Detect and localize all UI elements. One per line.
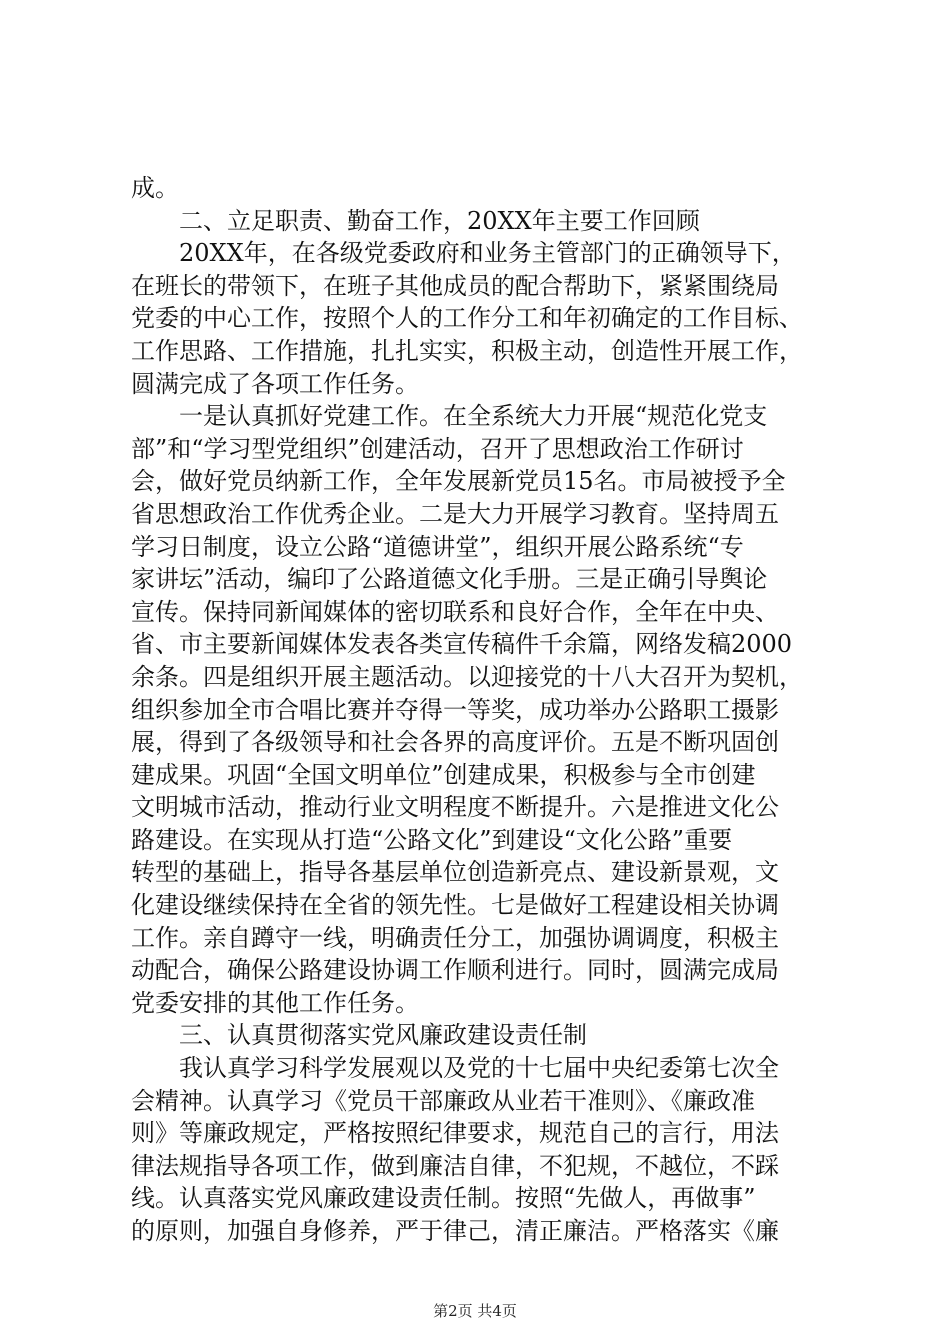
text-line: 路建设。在实现从打造“公路文化”到建设“文化公路”重要 [131, 825, 733, 854]
text-line: 20XX年，在各级党委政府和业务主管部门的正确领导下， [179, 239, 796, 268]
text-line: 工作思路、工作措施，扎扎实实，积极主动，创造性开展工作， [131, 336, 803, 365]
text-line: 一是认真抓好党建工作。在全系统大力开展“规范化党支 [179, 402, 768, 431]
text-line: 党委安排的其他工作任务。 [131, 988, 419, 1017]
text-line: 学习日制度，设立公路“道德讲堂”，组织开展公路系统“专 [131, 532, 744, 561]
text-line: 文明城市活动，推动行业文明程度不断提升。六是推进文化公 [131, 793, 779, 822]
text-line: 动配合，确保公路建设协调工作顺利进行。同时，圆满完成局 [131, 956, 779, 985]
document-body [131, 172, 821, 1248]
text-line: 工作。亲自蹲守一线，明确责任分工，加强协调调度，积极主 [131, 923, 779, 952]
text-line: 会，做好党员纳新工作，全年发展新党员15名。市局被授予全 [131, 467, 786, 496]
text-line: 省思想政治工作优秀企业。二是大力开展学习教育。坚持周五 [131, 499, 779, 528]
text-line: 组织参加全市合唱比赛并夺得一等奖，成功举办公路职工摄影 [131, 695, 779, 724]
text-line: 部”和“学习型党组织”创建活动，召开了思想政治工作研讨 [131, 434, 744, 463]
text-line: 党委的中心工作，按照个人的工作分工和年初确定的工作目标、 [131, 304, 803, 333]
page-number-footer: 第2页 共4页 [433, 1302, 517, 1320]
text-line: 建成果。巩固“全国文明单位”创建成果，积极参与全市创建 [131, 760, 756, 789]
text-line: 的原则，加强自身修养，严于律己，清正廉洁。严格落实《廉 [131, 1217, 779, 1245]
text-line: 宣传。保持同新闻媒体的密切联系和良好合作，全年在中央、 [131, 597, 779, 626]
text-line: 线。认真落实党风廉政建设责任制。按照“先做人，再做事” [131, 1184, 756, 1213]
text-line: 律法规指导各项工作，做到廉洁自律，不犯规，不越位，不踩 [131, 1151, 779, 1180]
text-line: 我认真学习科学发展观以及党的十七届中央纪委第七次全 [179, 1054, 779, 1083]
text-line: 家讲坛”活动，编印了公路道德文化手册。三是正确引导舆论 [131, 565, 768, 594]
text-line: 转型的基础上，指导各基层单位创造新亮点、建设新景观，文 [131, 858, 779, 887]
text-line: 省、市主要新闻媒体发表各类宣传稿件千余篇，网络发稿2000 [131, 630, 793, 659]
text-line: 余条。四是组织开展主题活动。以迎接党的十八大召开为契机， [131, 662, 803, 691]
text-line: 则》等廉政规定，严格按照纪律要求，规范自己的言行，用法 [131, 1119, 779, 1148]
section-heading: 二、立足职责、勤奋工作，20XX年主要工作回顾 [179, 206, 700, 235]
text-line: 在班长的带领下，在班子其他成员的配合帮助下，紧紧围绕局 [131, 271, 779, 300]
section-heading: 三、认真贯彻落实党风廉政建设责任制 [179, 1021, 587, 1050]
text-line: 化建设继续保持在全省的领先性。七是做好工程建设相关协调 [131, 891, 779, 920]
text-line: 展，得到了各级领导和社会各界的高度评价。五是不断巩固创 [131, 728, 779, 757]
text-line: 成。 [131, 174, 179, 202]
text-line: 会精神。认真学习《党员干部廉政从业若干准则》、《廉政准 [131, 1086, 755, 1115]
text-line: 圆满完成了各项工作任务。 [131, 369, 419, 398]
